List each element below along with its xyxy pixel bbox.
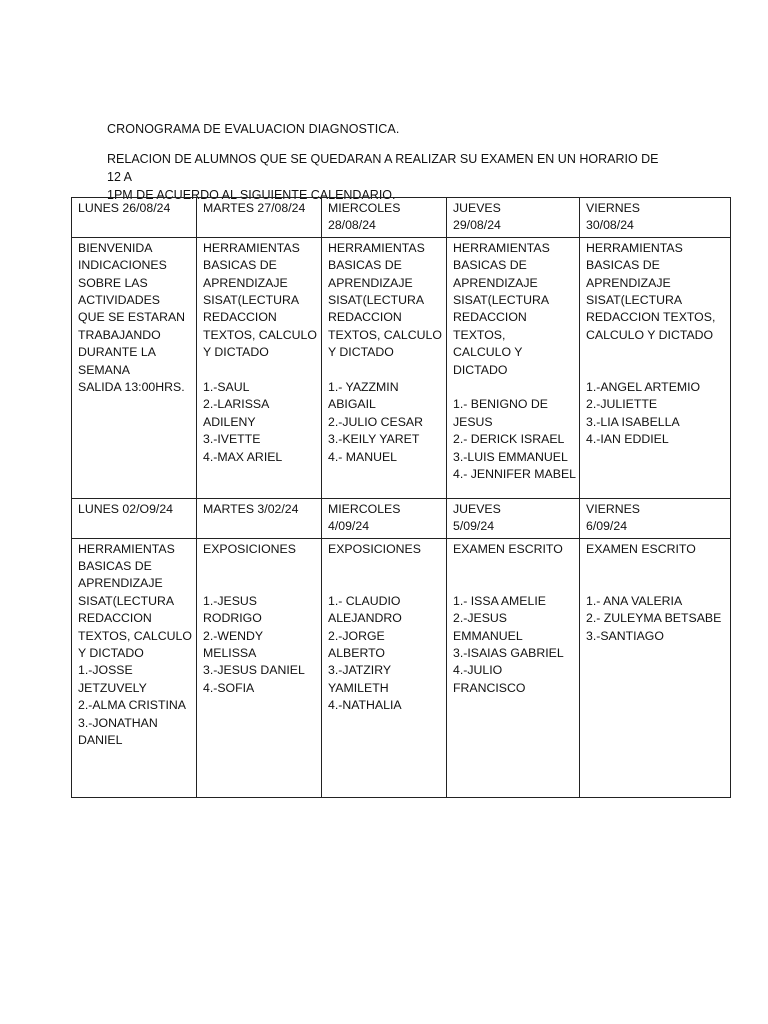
header-friday-week1: VIERNES 30/08/24 xyxy=(580,198,731,238)
cell-friday-week1: HERRAMIENTAS BASICAS DE APRENDIZAJE SISAT(LECTURA REDACCION TEXTOS, CALCULO Y DICTADO 1.-ANGEL ARTEMIO 2.-JULIETTE 3.-LIA ISABELLA 4.-IAN EDDIEL xyxy=(580,237,731,498)
cell-thursday-week1: HERRAMIENTAS BASICAS DE APRENDIZAJE SISAT(LECTURA REDACCION TEXTOS, CALCULO Y DICTADO 1.- BENIGNO DE JESUS 2.- DERICK ISRAEL 3.-LUIS EMMANUEL 4.- JENNIFER MABEL xyxy=(447,237,580,498)
header-tuesday-week2: MARTES 3/02/24 xyxy=(197,498,322,538)
header-wednesday-week1: MIERCOLES 28/08/24 xyxy=(322,198,447,238)
header-friday-week2: VIERNES 6/09/24 xyxy=(580,498,731,538)
header-monday-week2: LUNES 02/O9/24 xyxy=(72,498,197,538)
cell-tuesday-week1: HERRAMIENTAS BASICAS DE APRENDIZAJE SISAT(LECTURA REDACCION TEXTOS, CALCULO Y DICTADO 1.-SAUL 2.-LARISSA ADILENY 3.-IVETTE 4.-MAX ARIEL xyxy=(197,237,322,498)
header-thursday-week2: JUEVES 5/09/24 xyxy=(447,498,580,538)
cell-friday-week2: EXAMEN ESCRITO 1.- ANA VALERIA 2.- ZULEYMA BETSABE 3.-SANTIAGO xyxy=(580,538,731,797)
cell-monday-week1: BIENVENIDA INDICACIONES SOBRE LAS ACTIVIDADES QUE SE ESTARAN TRABAJANDO DURANTE LA SEMANA SALIDA 13:00HRS. xyxy=(72,237,197,498)
document-title: CRONOGRAMA DE EVALUACION DIAGNOSTICA. xyxy=(107,122,400,136)
document-intro xyxy=(107,150,667,204)
header-thursday-week1: JUEVES 29/08/24 xyxy=(447,198,580,238)
header-wednesday-week2: MIERCOLES 4/09/24 xyxy=(322,498,447,538)
cell-monday-week2: HERRAMIENTAS BASICAS DE APRENDIZAJE SISAT(LECTURA REDACCION TEXTOS, CALCULO Y DICTADO 1.-JOSSE JETZUVELY 2.-ALMA CRISTINA 3.-JONATHAN DANIEL xyxy=(72,538,197,797)
header-tuesday-week1: MARTES 27/08/24 xyxy=(197,198,322,238)
intro-line-1: RELACION DE ALUMNOS QUE SE QUEDARAN A REALIZAR SU EXAMEN EN UN HORARIO DE 12 A xyxy=(107,152,659,184)
week1-body-row xyxy=(72,237,731,498)
intro-line-2: 1PM DE ACUERDO AL SIGUIENTE CALENDARIO. xyxy=(107,188,396,202)
cell-wednesday-week2: EXPOSICIONES 1.- CLAUDIO ALEJANDRO 2.-JORGE ALBERTO 3.-JATZIRY YAMILETH 4.-NATHALIA xyxy=(322,538,447,797)
cell-wednesday-week1: HERRAMIENTAS BASICAS DE APRENDIZAJE SISAT(LECTURA REDACCION TEXTOS, CALCULO Y DICTADO 1.- YAZZMIN ABIGAIL 2.-JULIO CESAR 3.-KEILY YARET 4.- MANUEL xyxy=(322,237,447,498)
header-monday-week1: LUNES 26/08/24 xyxy=(72,198,197,238)
cell-thursday-week2: EXAMEN ESCRITO 1.- ISSA AMELIE 2.-JESUS EMMANUEL 3.-ISAIAS GABRIEL 4.-JULIO FRANCISCO xyxy=(447,538,580,797)
schedule-table xyxy=(71,197,731,798)
week1-header-row xyxy=(72,198,731,238)
week2-body-row xyxy=(72,538,731,797)
week2-header-row xyxy=(72,498,731,538)
cell-tuesday-week2: EXPOSICIONES 1.-JESUS RODRIGO 2.-WENDY MELISSA 3.-JESUS DANIEL 4.-SOFIA xyxy=(197,538,322,797)
